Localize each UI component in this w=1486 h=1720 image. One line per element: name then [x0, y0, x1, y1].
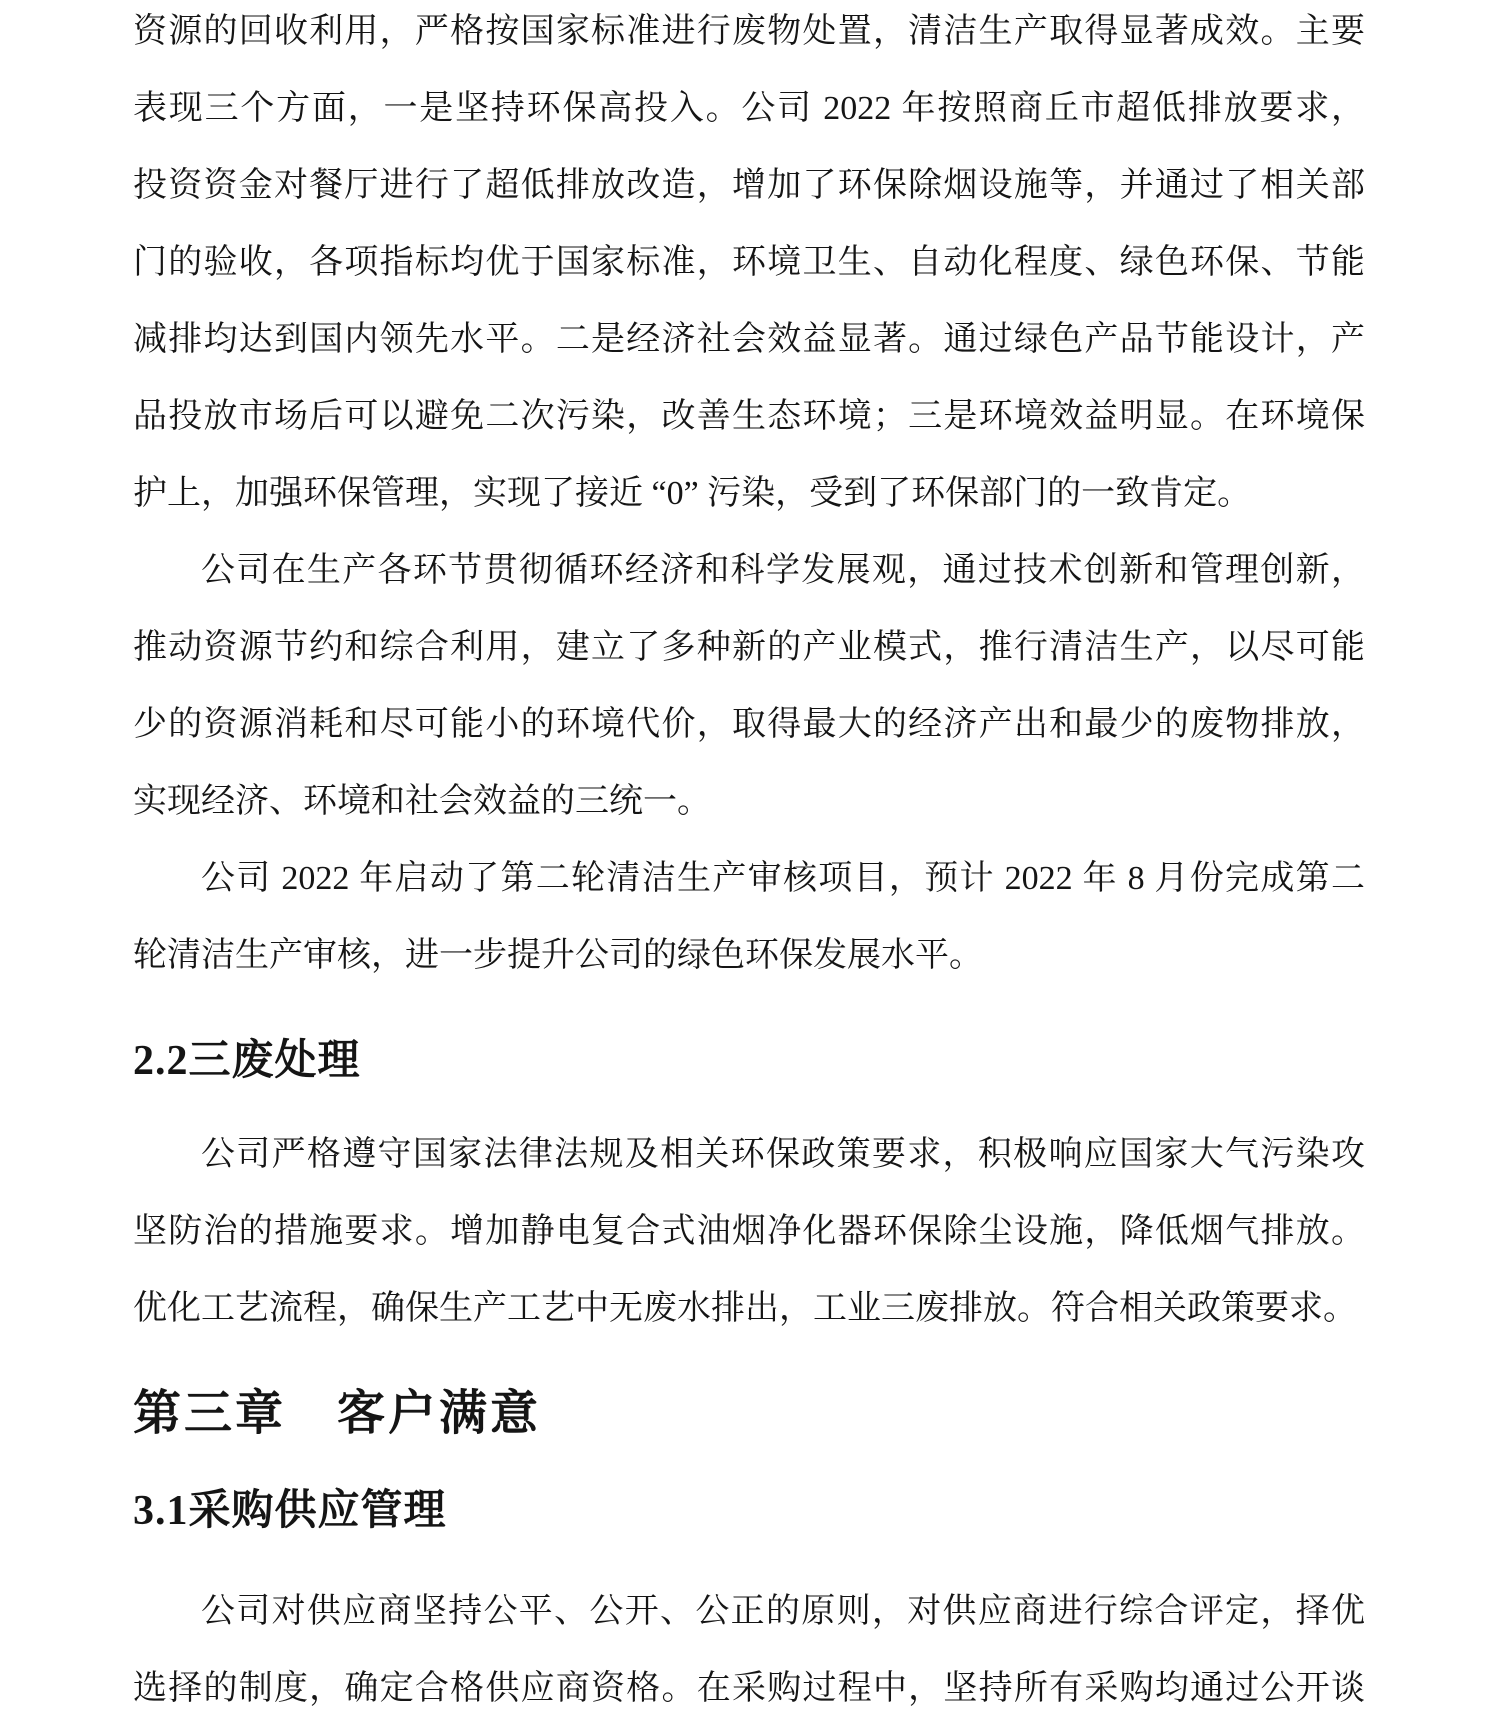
paragraph-clean-production-results	[133, 0, 1365, 532]
text-line: 坚防治的措施要求。增加静电复合式油烟净化器环保除尘设施，降低烟气排放。	[133, 1213, 1365, 1250]
paragraph-second-audit-round	[133, 840, 1365, 994]
text-line: 资源的回收利用，严格按国家标准进行废物处置，清洁生产取得显著成效。主要	[133, 13, 1365, 50]
text-line: 实现经济、环境和社会效益的三统一。	[133, 783, 711, 820]
paragraph-supplier-management	[133, 1573, 1365, 1720]
text-line: 表现三个方面，一是坚持环保高投入。公司 2022 年按照商丘市超低排放要求，	[133, 90, 1365, 127]
text-line: 优化工艺流程，确保生产工艺中无废水排出，工业三废排放。符合相关政策要求。	[133, 1290, 1357, 1327]
text-line: 投资资金对餐厅进行了超低排放改造，增加了环保除烟设施等，并通过了相关部	[133, 167, 1365, 204]
text-line: 公司在生产各环节贯彻循环经济和科学发展观，通过技术创新和管理创新，	[201, 552, 1365, 589]
text-line: 品投放市场后可以避免二次污染，改善生态环境；三是环境效益明显。在环境保	[133, 398, 1365, 435]
text-line: 减排均达到国内领先水平。二是经济社会效益显著。通过绿色产品节能设计，产	[133, 321, 1365, 358]
text-line: 公司 2022 年启动了第二轮清洁生产审核项目，预计 2022 年 8 月份完成第二	[201, 860, 1365, 897]
paragraph-waste-treatment	[133, 1116, 1365, 1347]
text-line: 护上，加强环保管理，实现了接近 “0” 污染，受到了环保部门的一致肯定。	[133, 475, 1252, 512]
heading-section-2-2-waste-treatment: 2.2三废处理	[133, 1038, 361, 1084]
paragraph-circular-economy	[133, 532, 1365, 840]
text-line: 公司对供应商坚持公平、公开、公正的原则，对供应商进行综合评定，择优	[201, 1593, 1365, 1630]
text-line: 门的验收，各项指标均优于国家标准，环境卫生、自动化程度、绿色环保、节能	[133, 244, 1365, 281]
text-line: 少的资源消耗和尽可能小的环境代价，取得最大的经济产出和最少的废物排放，	[133, 706, 1365, 743]
heading-section-3-1-procurement-supply: 3.1采购供应管理	[133, 1488, 447, 1534]
text-line: 推动资源节约和综合利用，建立了多种新的产业模式，推行清洁生产，以尽可能	[133, 629, 1365, 666]
text-line: 公司严格遵守国家法律法规及相关环保政策要求，积极响应国家大气污染攻	[201, 1136, 1365, 1173]
text-line: 选择的制度，确定合格供应商资格。在采购过程中，坚持所有采购均通过公开谈	[133, 1670, 1365, 1707]
text-line: 轮清洁生产审核，进一步提升公司的绿色环保发展水平。	[133, 937, 983, 974]
heading-chapter-3-customer-satisfaction: 第三章 客户满意	[133, 1387, 542, 1440]
